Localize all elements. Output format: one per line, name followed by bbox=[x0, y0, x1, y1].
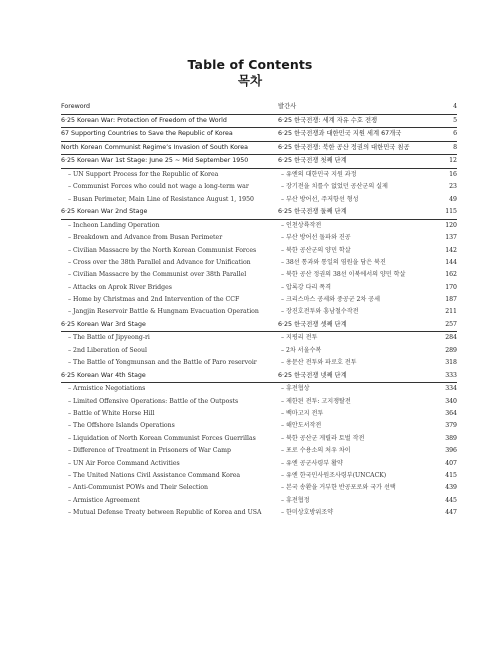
page-title: Table of Contents bbox=[187, 57, 313, 72]
toc-subentry[interactable] bbox=[61, 482, 457, 494]
toc-list bbox=[61, 101, 457, 520]
entry-title-english: – Mutual Defense Treaty between Republic of Korea and USA bbox=[68, 509, 262, 517]
entry-page-number: 16 bbox=[449, 170, 457, 178]
toc-subentry[interactable] bbox=[61, 194, 457, 206]
entry-page-number: 415 bbox=[445, 471, 457, 479]
title-block bbox=[0, 57, 500, 88]
entry-title-english: – Breakdown and Advance from Busan Perimeter bbox=[68, 234, 223, 242]
entry-page-number: 142 bbox=[445, 246, 457, 254]
entry-title-korean: – 용문산 전투와 파로호 전투 bbox=[281, 359, 357, 367]
toc-subentry[interactable] bbox=[61, 458, 457, 470]
entry-page-number: 137 bbox=[445, 234, 457, 242]
entry-page-number: 439 bbox=[445, 484, 457, 492]
entry-title-korean: – 유엔의 대한민국 지원 과정 bbox=[281, 170, 357, 178]
entry-title-korean: – 장진호전투와 흥남철수작전 bbox=[281, 308, 359, 316]
toc-subentry[interactable] bbox=[61, 396, 457, 408]
entry-page-number: 334 bbox=[445, 385, 457, 393]
entry-title-korean: – 크리스마스 공세와 중공군 2차 공세 bbox=[281, 296, 381, 304]
entry-page-number: 447 bbox=[445, 509, 457, 517]
entry-page-number: 8 bbox=[453, 143, 457, 151]
entry-title-english: – Battle of White Horse Hill bbox=[68, 410, 155, 417]
toc-section-entry[interactable] bbox=[61, 115, 457, 129]
entry-page-number: 340 bbox=[445, 397, 457, 405]
entry-page-number: 407 bbox=[445, 459, 457, 467]
entry-title-korean: – 유엔 한국민사원조사령부(UNCACK) bbox=[281, 471, 387, 479]
toc-section-entry[interactable] bbox=[61, 128, 457, 142]
toc-section-entry[interactable] bbox=[61, 319, 457, 333]
toc-subentry[interactable] bbox=[61, 232, 457, 244]
toc-subentry[interactable] bbox=[61, 357, 457, 369]
entry-title-english: – Home by Christmas and 2nd Intervention of the CCF bbox=[68, 296, 240, 304]
entry-title-english: 6·25 Korean War 4th Stage bbox=[61, 371, 146, 379]
entry-title-english: 6·25 Korean War 3rd Stage bbox=[61, 320, 146, 328]
entry-title-korean: – 제한된 전투: 고지쟁탈전 bbox=[281, 397, 351, 405]
entry-page-number: 389 bbox=[445, 434, 457, 442]
toc-section-entry[interactable] bbox=[61, 142, 457, 156]
entry-title-english: – UN Support Process for the Republic of Korea bbox=[68, 170, 219, 178]
toc-subentry[interactable] bbox=[61, 245, 457, 257]
entry-page-number: 364 bbox=[445, 410, 457, 417]
toc-subentry[interactable] bbox=[61, 294, 457, 306]
toc-subentry[interactable] bbox=[61, 169, 457, 181]
entry-title-english: – UN Air Force Command Activities bbox=[68, 459, 180, 467]
entry-title-korean: – 백마고지 전투 bbox=[281, 410, 324, 417]
entry-page-number: 333 bbox=[445, 371, 457, 379]
entry-title-english: Foreword bbox=[61, 103, 91, 110]
entry-title-korean: 6·25 한국전쟁과 대한민국 지원 세계 67개국 bbox=[278, 130, 402, 138]
entry-title-korean: – 휴전협정 bbox=[281, 496, 310, 504]
page-title-korean: 목차 bbox=[237, 73, 263, 88]
entry-page-number: 170 bbox=[445, 283, 457, 291]
entry-title-english: – Incheon Landing Operation bbox=[68, 221, 160, 229]
entry-title-korean: – 북한 공산 정권의 38선 이북에서의 양민 학살 bbox=[281, 271, 406, 279]
entry-title-english: – The United Nations Civil Assistance Command Korea bbox=[68, 471, 241, 479]
entry-page-number: 144 bbox=[445, 258, 457, 266]
entry-page-number: 445 bbox=[445, 496, 457, 504]
entry-page-number: 115 bbox=[445, 208, 457, 216]
entry-page-number: 318 bbox=[445, 359, 457, 367]
entry-title-korean: 6·25 한국전쟁 둘째 단계 bbox=[278, 208, 347, 216]
toc-subentry[interactable] bbox=[61, 470, 457, 482]
entry-title-korean: – 유엔 공군사령부 활약 bbox=[281, 459, 343, 467]
toc-subentry[interactable] bbox=[61, 445, 457, 457]
entry-page-number: 396 bbox=[445, 447, 457, 455]
toc-section-entry[interactable] bbox=[61, 370, 457, 384]
entry-title-english: – Civilian Massacre by the North Korean Communist Forces bbox=[68, 246, 257, 254]
entry-title-korean: – 인천상륙작전 bbox=[281, 221, 322, 229]
toc-subentry[interactable] bbox=[61, 306, 457, 318]
entry-title-english: 67 Supporting Countries to Save the Republic of Korea bbox=[61, 130, 233, 138]
entry-page-number: 23 bbox=[449, 183, 457, 191]
entry-title-english: – 2nd Liberation of Seoul bbox=[68, 346, 147, 354]
entry-title-korean: – 2차 서울수복 bbox=[281, 346, 322, 354]
entry-title-english: – Difference of Treatment in Prisoners of War Camp bbox=[68, 447, 231, 455]
entry-title-english: – Jangjin Reservoir Battle & Hungnam Evacuation Operation bbox=[68, 308, 259, 316]
toc-subentry[interactable] bbox=[61, 269, 457, 281]
entry-title-english: – Armistice Negotiations bbox=[68, 385, 146, 393]
entry-title-korean: – 지평리 전투 bbox=[281, 334, 318, 342]
entry-page-number: 4 bbox=[453, 103, 457, 110]
toc-subentry[interactable] bbox=[61, 420, 457, 432]
toc-section-entry[interactable] bbox=[61, 101, 457, 115]
entry-title-english: – Anti-Communist POWs and Their Selection bbox=[68, 484, 209, 492]
entry-title-korean: – 북한 공산군의 양민 학살 bbox=[281, 246, 351, 254]
toc-subentry[interactable] bbox=[61, 181, 457, 193]
entry-title-english: North Korean Communist Regime’s Invasion of South Korea bbox=[61, 143, 248, 151]
entry-title-english: – Liquidation of North Korean Communist Forces Guerrillas bbox=[68, 434, 256, 442]
entry-title-korean: – 휴전협상 bbox=[281, 385, 310, 393]
entry-title-english: – Busan Perimeter, Main Line of Resistance August 1, 1950 bbox=[68, 195, 254, 203]
entry-title-korean: 6·25 한국전쟁: 북한 공산 정권의 대한민국 침공 bbox=[278, 143, 410, 151]
entry-title-english: 6·25 Korean War 2nd Stage bbox=[61, 208, 148, 216]
entry-title-korean: – 해안도서작전 bbox=[281, 422, 322, 430]
entry-title-korean: – 부산 방어선, 주저항선 형성 bbox=[281, 195, 359, 203]
entry-title-english: – Limited Offensive Operations: Battle of the Outposts bbox=[68, 397, 239, 405]
entry-page-number: 6 bbox=[453, 130, 457, 138]
entry-title-korean: – 부산 방어선 돌파와 진공 bbox=[281, 234, 351, 242]
entry-title-korean: 6·25 한국전쟁 넷째 단계 bbox=[278, 371, 347, 379]
entry-page-number: 5 bbox=[453, 116, 457, 124]
entry-title-korean: 6·25 한국전쟁: 세계 자유 수호 전쟁 bbox=[278, 116, 378, 124]
entry-title-korean: 6·25 한국전쟁 셋째 단계 bbox=[278, 320, 347, 328]
toc-subentry[interactable] bbox=[61, 257, 457, 269]
entry-page-number: 120 bbox=[445, 221, 457, 229]
toc-section-entry[interactable] bbox=[61, 155, 457, 169]
entry-title-korean: – 38선 통과와 통일의 염원을 담은 북진 bbox=[281, 258, 386, 266]
entry-title-english: – Cross over the 38th Parallel and Advance for Unification bbox=[68, 258, 251, 266]
toc-subentry[interactable] bbox=[61, 332, 457, 344]
toc-section-entry[interactable] bbox=[61, 206, 457, 220]
entry-page-number: 162 bbox=[445, 271, 457, 279]
toc-subentry[interactable] bbox=[61, 507, 457, 519]
entry-page-number: 289 bbox=[445, 346, 457, 354]
entry-title-english: – Civilian Massacre by the Communist over 38th Parallel bbox=[68, 271, 247, 279]
entry-page-number: 211 bbox=[445, 308, 457, 316]
entry-title-english: – The Battle of Yongmunsan and the Battle of Paro reservoir bbox=[68, 359, 257, 367]
entry-page-number: 379 bbox=[445, 422, 457, 430]
entry-page-number: 12 bbox=[449, 157, 457, 165]
toc-subentry[interactable] bbox=[61, 495, 457, 507]
entry-title-korean: – 한미상호방위조약 bbox=[281, 509, 334, 517]
toc-subentry[interactable] bbox=[61, 345, 457, 357]
entry-title-english: 6·25 Korean War: Protection of Freedom of the World bbox=[61, 116, 227, 124]
entry-title-english: 6·25 Korean War 1st Stage: June 25 ~ Mid September 1950 bbox=[61, 157, 249, 165]
entry-title-korean: – 압록강 다리 폭격 bbox=[281, 283, 332, 291]
entry-title-english: – Attacks on Aprok River Bridges bbox=[68, 283, 172, 291]
toc-subentry[interactable] bbox=[61, 282, 457, 294]
entry-page-number: 284 bbox=[445, 334, 457, 342]
toc-subentry[interactable] bbox=[61, 408, 457, 420]
entry-title-english: – The Battle of Jipyeong-ri bbox=[68, 334, 150, 342]
entry-page-number: 187 bbox=[445, 296, 457, 304]
entry-page-number: 49 bbox=[449, 195, 457, 203]
toc-subentry[interactable] bbox=[61, 220, 457, 232]
toc-subentry[interactable] bbox=[61, 383, 457, 395]
entry-title-korean: – 포로 수용소의 처우 차이 bbox=[281, 447, 351, 455]
toc-subentry[interactable] bbox=[61, 433, 457, 445]
entry-title-english: – The Offshore Islands Operations bbox=[68, 422, 175, 430]
entry-title-korean: – 북한 공산군 게릴라 토벌 작전 bbox=[281, 434, 365, 442]
entry-title-korean: 발간사 bbox=[278, 103, 297, 110]
entry-title-korean: – 본국 송환을 거부한 반공포로와 국가 선택 bbox=[281, 484, 396, 492]
entry-title-korean: 6·25 한국전쟁 첫째 단계 bbox=[278, 157, 347, 165]
entry-title-korean: – 장기전을 치를수 없었던 공산군의 실제 bbox=[281, 183, 388, 191]
entry-title-english: – Armistice Agreement bbox=[68, 496, 140, 504]
entry-title-english: – Communist Forces who could not wage a long-term war bbox=[68, 183, 249, 191]
entry-page-number: 257 bbox=[445, 320, 457, 328]
